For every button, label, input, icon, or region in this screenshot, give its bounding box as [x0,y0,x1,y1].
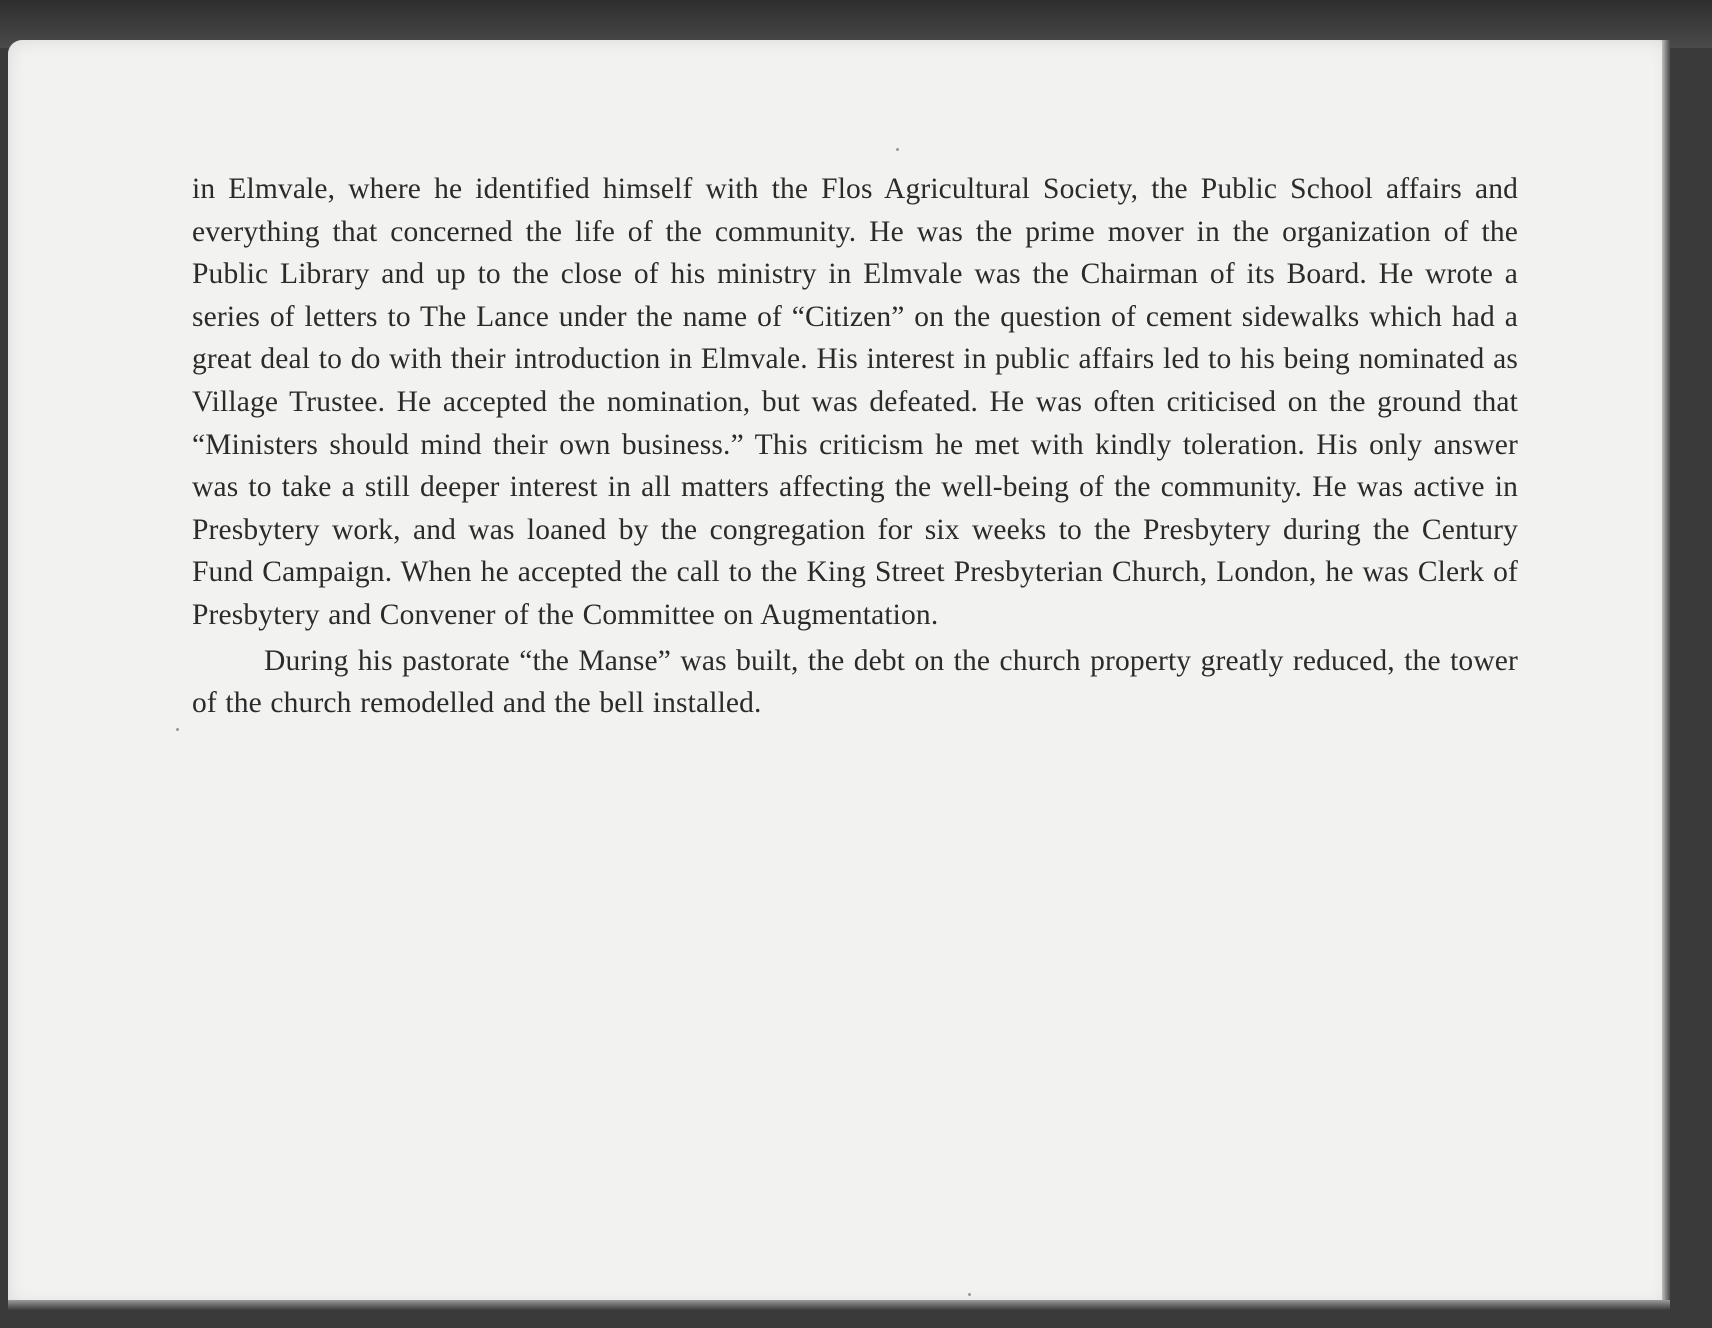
paragraph: During his pastorate “the Manse” was built, the debt on the church property greatly reduced, the tower of the church remodelled and the bell installed. [192,644,1518,720]
body-text [192,168,1518,725]
dust-speck [176,728,179,731]
page-right-edge [1662,40,1670,1305]
dust-speck [968,1293,971,1296]
paragraph: in Elmvale, where he identified himself with the Flos Agricultural Society, the Public School affairs and everything that concerned the life of the community. He was the prime mover in the organization of the Public Library and up to the close of his ministry in Elmvale was the Chairman of its Board. He wrote a series of letters to The Lance under the name of “Citizen” on the question of cement sidewalks which had a great deal to do with their introduction in Elmvale. His interest in public affairs led to his being nominated as Village Trustee. He accepted the nomination, but was defeated. He was often criticised on the ground that “Ministers should mind their own business.” This criticism he met with kindly toleration. His only answer was to take a still deeper interest in all matters affecting the well-being of the community. He was active in Presbytery work, and was loaned by the congregation for six weeks to the Presbytery during the Century Fund Campaign. When he accepted the call to the King Street Presbyterian Church, London, he was Clerk of Presbytery and Convener of the Committee on Augmentation. [192,173,1518,631]
dust-speck [896,148,899,151]
page-bottom-edge [8,1300,1670,1310]
